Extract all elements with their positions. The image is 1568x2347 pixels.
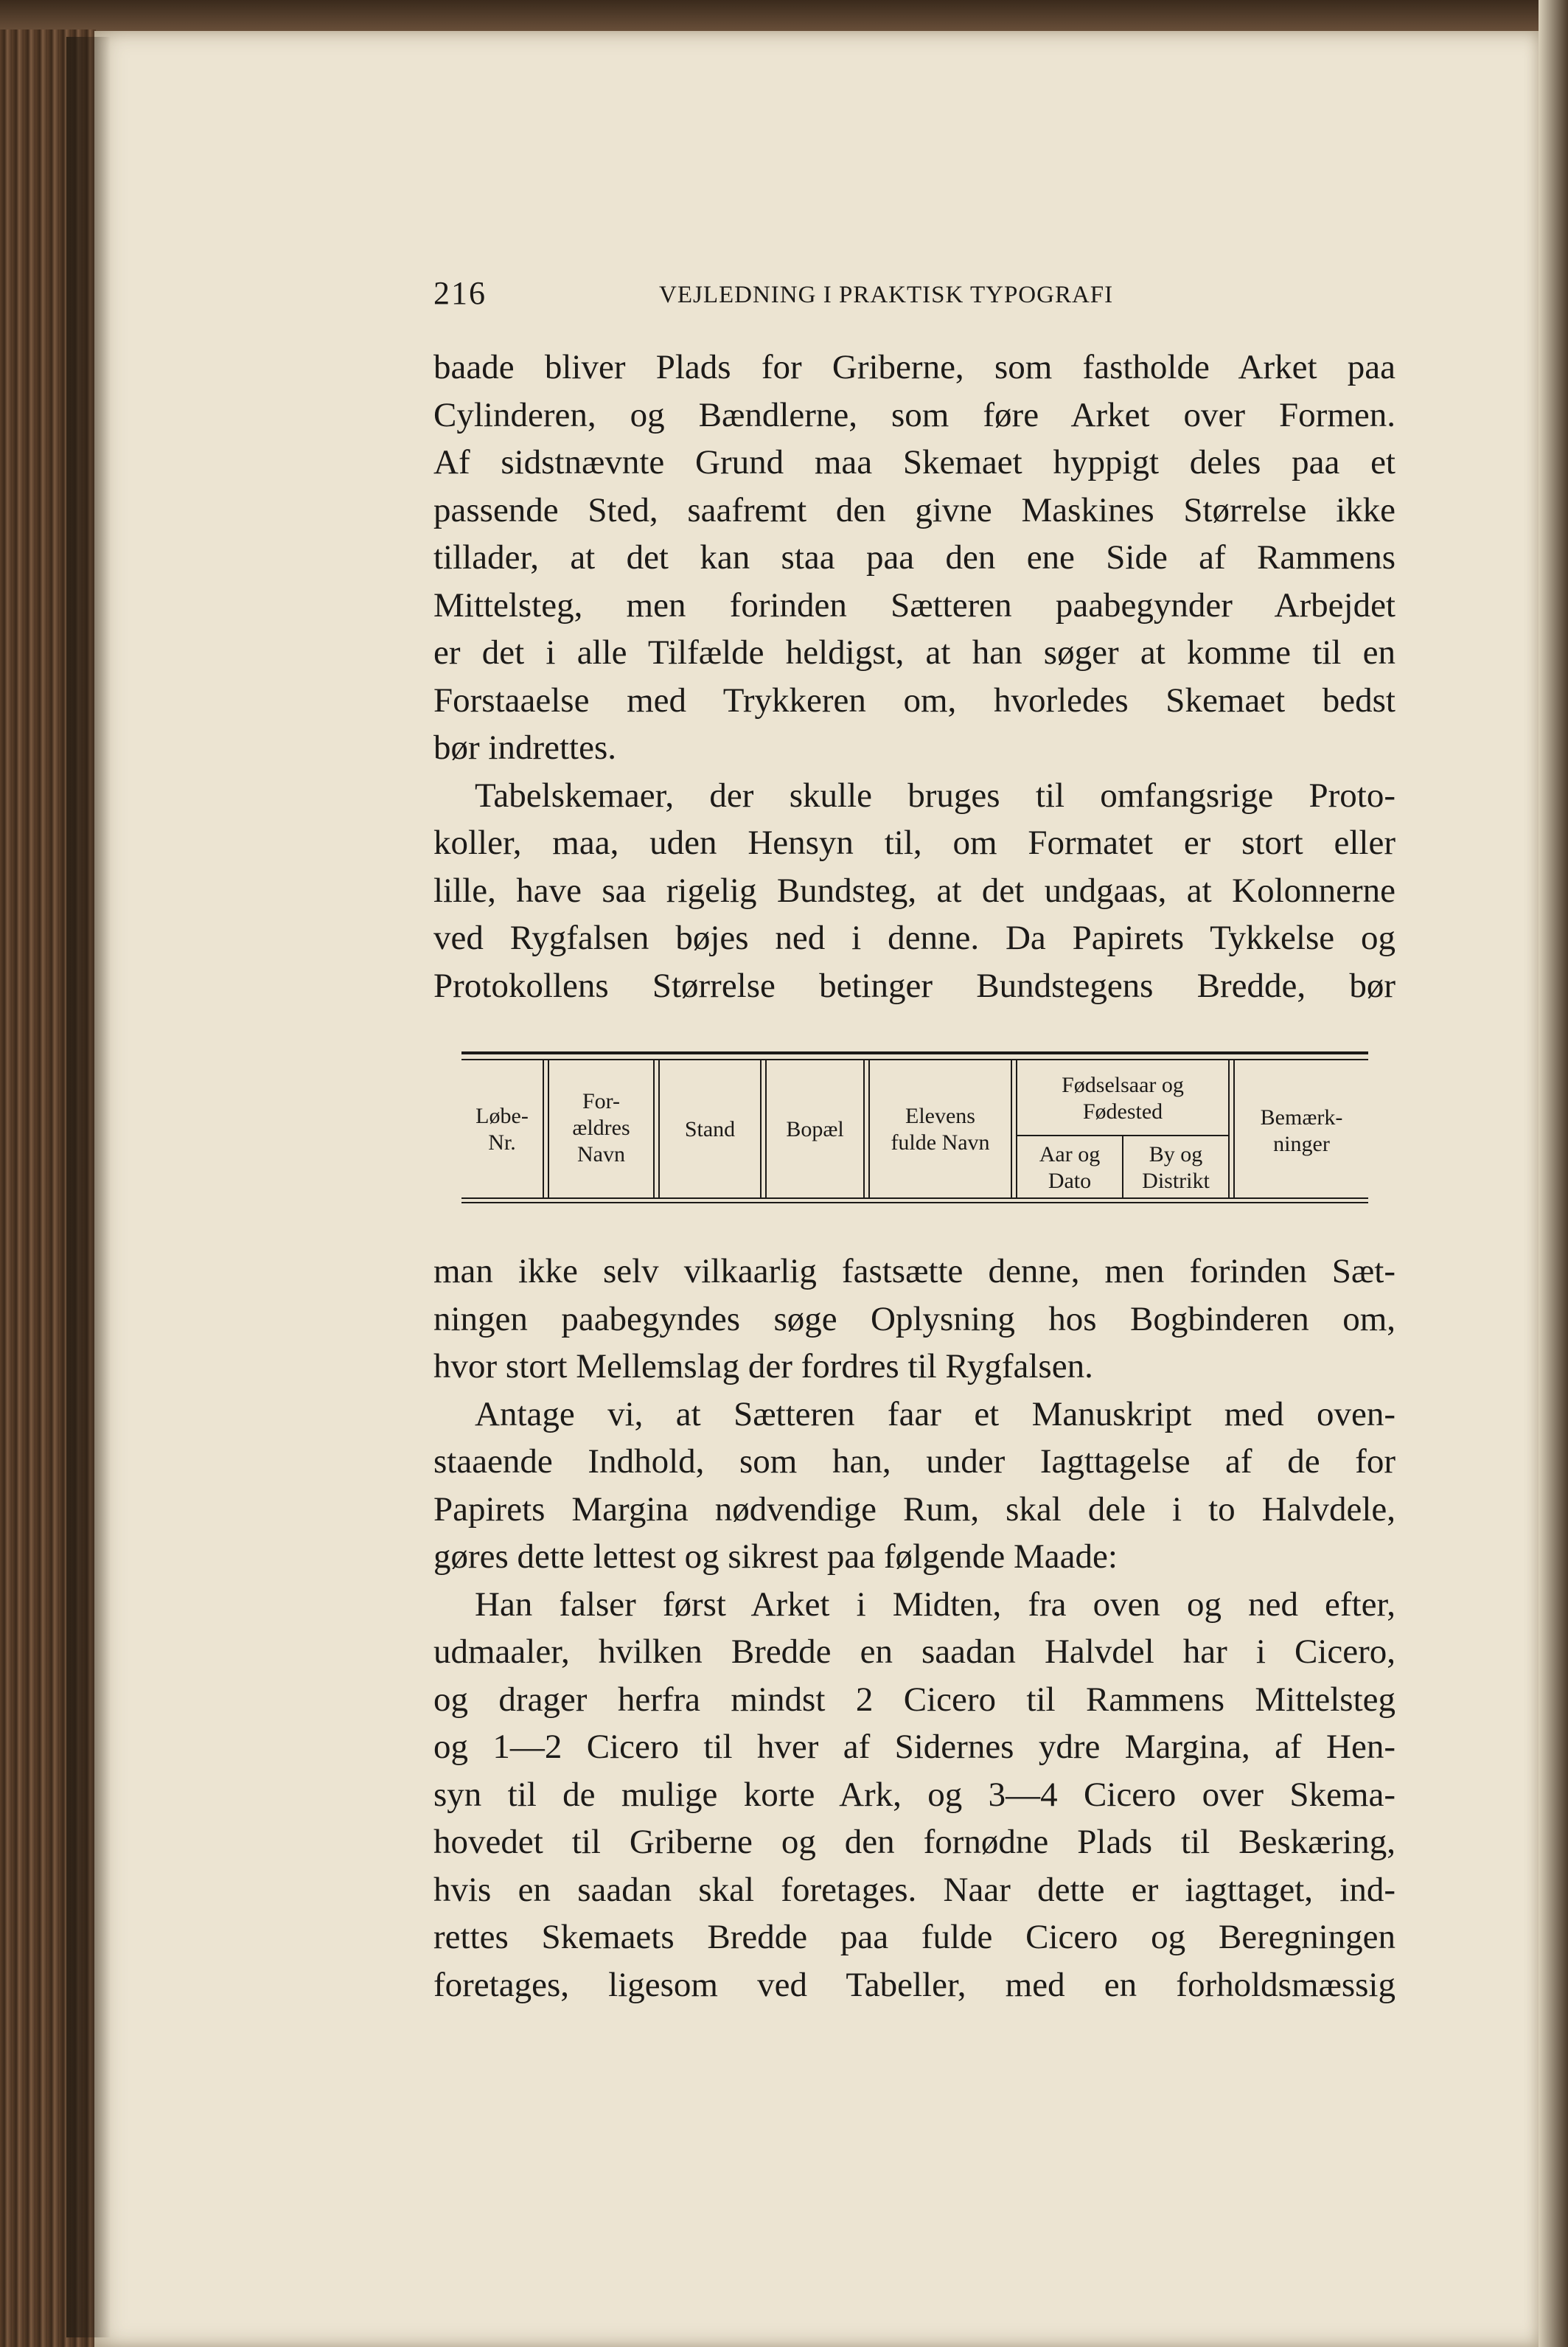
header-text: ninger — [1273, 1132, 1330, 1156]
header-loebe-nr — [461, 1103, 543, 1156]
text-line: rettes Skemaets Bredde paa fulde Cicero og Beregningen — [433, 1918, 1395, 1956]
text-line: staaende Indhold, som han, under Iagttagelse af de for — [433, 1442, 1395, 1481]
header-text: Stand — [684, 1117, 736, 1141]
header-text: By og — [1149, 1142, 1203, 1166]
text-line: gøres dette lettest og sikrest paa følgende Maade: — [433, 1537, 1118, 1576]
header-stand — [660, 1116, 760, 1143]
text-line: hovedet til Griberne og den fornødne Plads til Beskæring, — [433, 1823, 1395, 1861]
header-text: Distrikt — [1142, 1169, 1210, 1193]
text-line: og drager herfra mindst 2 Cicero til Rammens Mittelsteg — [433, 1680, 1395, 1719]
header-text: Bemærk- — [1260, 1105, 1343, 1130]
text-line: Cylinderen, og Bændlerne, som føre Arket over Formen. — [433, 395, 1395, 434]
column-separator — [863, 1060, 870, 1197]
text-line: Mittelsteg, men forinden Sætteren paabegynder Arbejdet — [433, 585, 1395, 625]
header-text: Nr. — [488, 1130, 516, 1155]
text-line: hvor stort Mellemslag der fordres til Rygfalsen. — [433, 1347, 1093, 1385]
header-bemaerkninger — [1235, 1105, 1368, 1158]
table-bottom-rule-thin — [461, 1202, 1368, 1203]
text-line: Antage vi, at Sætteren faar et Manuskript med oven- — [475, 1394, 1395, 1433]
body-text-before-table — [433, 344, 1395, 1009]
text-line: koller, maa, uden Hensyn til, om Formatet er stort eller — [433, 824, 1395, 862]
header-text: Aar og — [1039, 1142, 1101, 1166]
header-elevens-fulde-navn — [870, 1103, 1011, 1156]
text-line: ved Rygfalsen bøjes ned i denne. Da Papirets Tykkelse og — [433, 919, 1395, 957]
header-text: Dato — [1048, 1169, 1092, 1193]
text-line: Protokollens Størrelse betinger Bundstegens Bredde, bør — [433, 966, 1395, 1005]
column-separator — [1228, 1060, 1235, 1197]
text-line: bør indrettes. — [433, 729, 616, 767]
column-separator — [1011, 1060, 1017, 1197]
text-line: syn til de mulige korte Ark, og 3—4 Cicero over Skema- — [433, 1775, 1395, 1814]
running-title: VEJLEDNING I PRAKTISK TYPOGRAFI — [659, 282, 1114, 308]
text-line: udmaaler, hvilken Bredde en saadan Halvdel har i Cicero, — [433, 1633, 1395, 1671]
header-bopael — [767, 1116, 863, 1143]
header-foraeldres-navn — [549, 1088, 653, 1168]
text-line: passende Sted, saafremt den givne Maskines Størrelse ikke — [433, 490, 1395, 529]
scan-right-edge — [1539, 0, 1568, 2347]
text-line: lille, have saa rigelig Bundsteg, at det undgaas, at Kolonnerne — [433, 871, 1395, 910]
column-separator — [543, 1060, 549, 1197]
text-line: tillader, at det kan staa paa den ene Side af Rammens — [433, 538, 1395, 577]
header-text: For- — [582, 1089, 621, 1113]
text-line: Tabelskemaer, der skulle bruges til omfangsrige Proto- — [475, 776, 1395, 815]
text-line: Papirets Margina nødvendige Rum, skal dele i to Halvdele, — [433, 1489, 1395, 1529]
header-foedselsaar-og-foedested — [1017, 1072, 1228, 1125]
text-line: Forstaaelse med Trykkeren om, hvorledes Skemaet bedst — [433, 681, 1395, 720]
header-text: ældres — [572, 1116, 630, 1140]
form-table — [461, 1051, 1368, 1202]
header-text: Navn — [577, 1142, 625, 1166]
spine-shadow — [66, 37, 111, 2337]
header-text: Fødselsaar og — [1062, 1073, 1184, 1097]
body-text-after-table — [433, 1248, 1395, 2009]
column-separator — [760, 1060, 767, 1197]
text-line: foretages, ligesom ved Tabeller, med en forholdsmæssig — [433, 1965, 1395, 2004]
scan-top-edge — [0, 0, 1568, 32]
text-line: ningen paabegyndes søge Oplysning hos Bogbinderen om, — [433, 1299, 1395, 1338]
header-text: Fødested — [1082, 1099, 1163, 1124]
header-text: Elevens — [905, 1104, 975, 1128]
text-line: Han falser først Arket i Midten, fra oven og ned efter, — [475, 1585, 1395, 1624]
running-header — [433, 274, 1392, 319]
header-by-og-distrikt — [1123, 1141, 1228, 1195]
header-text: Bopæl — [786, 1117, 844, 1141]
header-text: Løbe- — [475, 1104, 529, 1128]
table-bottom-rule — [461, 1197, 1368, 1199]
header-aar-og-dato — [1017, 1141, 1122, 1195]
text-line: og 1—2 Cicero til hver af Sidernes ydre Margina, af Hen- — [433, 1728, 1395, 1766]
text-line: Af sidstnævnte Grund maa Skemaet hyppigt deles paa et — [433, 443, 1395, 481]
text-line: hvis en saadan skal foretages. Naar dette er iagttaget, ind- — [433, 1870, 1395, 1909]
table-top-rule — [461, 1051, 1368, 1054]
text-line: baade bliver Plads for Griberne, som fastholde Arket paa — [433, 348, 1395, 386]
page-number: 216 — [433, 275, 487, 311]
header-text: fulde Navn — [891, 1130, 990, 1155]
text-line: er det i alle Tilfælde heldigst, at han søger at komme til en — [433, 633, 1395, 672]
text-line: man ikke selv vilkaarlig fastsætte denne, men forinden Sæt- — [433, 1252, 1395, 1290]
column-separator — [653, 1060, 660, 1197]
